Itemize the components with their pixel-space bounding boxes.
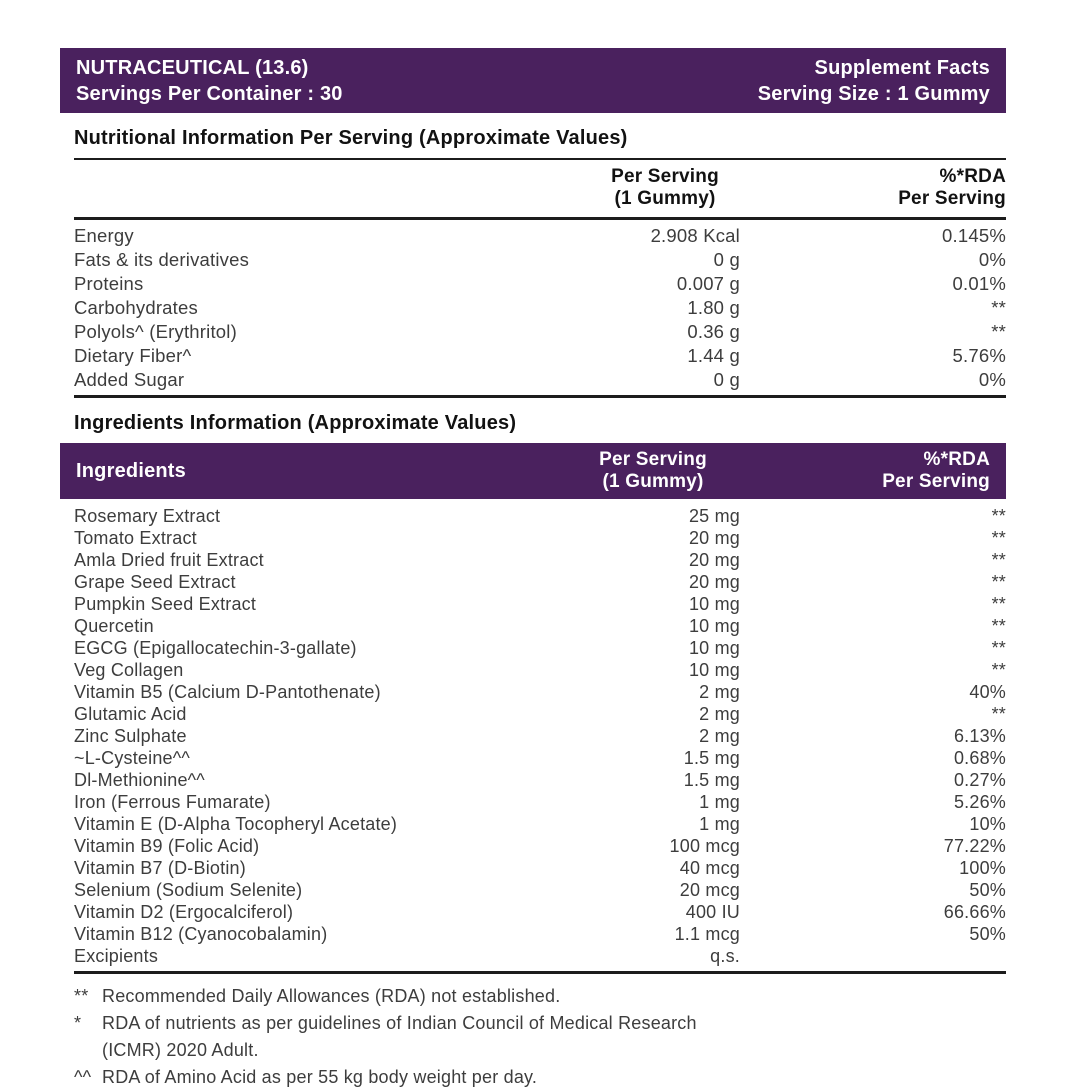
ingredient-rda: 5.26% [953, 792, 1006, 812]
ingredient-amount: 25 mg [688, 506, 740, 526]
ingredient-amount: 20 mg [688, 550, 740, 570]
ingredient-amount: 10 mg [688, 616, 740, 636]
nutrition-table [74, 220, 1006, 395]
footnotes [74, 983, 1006, 1091]
footnote [74, 1010, 1006, 1064]
supplement-facts-label [60, 48, 1006, 1091]
nutrition-table-header [74, 160, 1006, 217]
nutrient-amount: 0.36 g [687, 321, 740, 342]
ingredient-row [74, 769, 1006, 791]
footnote [74, 983, 1006, 1010]
ingredient-name: Excipients [74, 946, 159, 966]
ingredient-rda: ** [991, 638, 1006, 658]
nutrient-rda: 0.145% [942, 225, 1006, 246]
ingredient-rda: ** [991, 572, 1006, 592]
ingredient-amount: 20 mcg [679, 880, 740, 900]
ingredients-header-per-serving [578, 449, 728, 493]
ingredient-amount: 2 mg [699, 726, 740, 746]
ingredient-row [74, 813, 1006, 835]
ingredient-name: Quercetin [74, 616, 154, 636]
ingredient-amount: 1 mg [699, 792, 740, 812]
ingredients-column-label: Ingredients [76, 459, 186, 482]
ingredient-name: Veg Collagen [74, 660, 184, 680]
per-serving-line2: (1 Gummy) [602, 471, 704, 492]
serving-size: Serving Size : 1 Gummy [757, 82, 990, 105]
nutrient-amount: 1.80 g [687, 297, 740, 318]
divider [74, 395, 1006, 398]
footnote-text: RDA of Amino Acid as per 55 kg body weight per day. [102, 1067, 538, 1087]
ingredient-name: Tomato Extract [74, 528, 197, 548]
nutrient-name: Polyols^ (Erythritol) [74, 321, 237, 342]
footnote [74, 1064, 1006, 1091]
ingredient-rda [740, 945, 1006, 967]
ingredient-amount: 1 mg [699, 814, 740, 834]
ingredient-amount: 20 mg [688, 528, 740, 548]
ingredients-header-rda [728, 449, 990, 493]
ingredient-amount: 10 mg [688, 660, 740, 680]
ingredient-row [74, 945, 1006, 967]
nutrient-name: Proteins [74, 273, 144, 294]
ingredient-amount: 1.5 mg [683, 748, 740, 768]
ingredient-amount: 400 IU [685, 902, 740, 922]
ingredients-header-bar [60, 443, 1006, 499]
ingredient-name: Pumpkin Seed Extract [74, 594, 257, 614]
nutrient-name: Dietary Fiber^ [74, 345, 192, 366]
supplement-facts-title: Supplement Facts [814, 56, 990, 79]
ingredient-rda: ** [991, 660, 1006, 680]
footnote-marker: ^^ [74, 1067, 92, 1087]
ingredient-name: ~L-Cysteine^^ [74, 748, 191, 768]
ingredient-amount: 40 mcg [679, 858, 740, 878]
ingredient-rda: ** [991, 506, 1006, 526]
ingredient-row [74, 703, 1006, 725]
ingredients-section-title: Ingredients Information (Approximate Values) [74, 412, 517, 434]
nutrient-amount: 2.908 Kcal [650, 225, 740, 246]
ingredient-name: Vitamin D2 (Ergocalciferol) [74, 902, 294, 922]
nutrition-header-per-serving [590, 166, 740, 210]
ingredient-rda: 50% [969, 924, 1006, 944]
nutrient-name: Added Sugar [74, 369, 185, 390]
footnote-text: RDA of nutrients as per guidelines of Indian Council of Medical Research (ICMR) 2020 Adult. [102, 1013, 697, 1060]
ingredient-name: Selenium (Sodium Selenite) [74, 880, 303, 900]
nutrient-amount: 0 g [713, 249, 740, 270]
ingredient-name: Vitamin E (D-Alpha Tocopheryl Acetate) [74, 814, 398, 834]
ingredient-amount: 1.5 mg [683, 770, 740, 790]
per-serving-line2: (1 Gummy) [614, 188, 716, 209]
nutrition-row [74, 272, 1006, 296]
ingredient-rda: ** [991, 704, 1006, 724]
rda-line1: %*RDA [939, 166, 1006, 187]
ingredient-row [74, 593, 1006, 615]
ingredient-row [74, 923, 1006, 945]
label-header-bar [60, 48, 1006, 113]
nutrition-row [74, 344, 1006, 368]
ingredient-rda: ** [991, 550, 1006, 570]
ingredient-rda: 10% [969, 814, 1006, 834]
nutrient-rda: 0% [978, 249, 1006, 270]
ingredient-name: Vitamin B5 (Calcium D-Pantothenate) [74, 682, 381, 702]
ingredient-row [74, 637, 1006, 659]
ingredient-row [74, 571, 1006, 593]
rda-line2: Per Serving [898, 188, 1006, 209]
ingredient-name: Vitamin B12 (Cyanocobalamin) [74, 924, 328, 944]
ingredient-rda: 6.13% [953, 726, 1006, 746]
nutrient-name: Carbohydrates [74, 297, 198, 318]
ingredient-row [74, 659, 1006, 681]
ingredient-row [74, 747, 1006, 769]
nutrition-row [74, 296, 1006, 320]
nutrient-rda: 0% [978, 369, 1006, 390]
ingredient-row [74, 615, 1006, 637]
ingredient-row [74, 791, 1006, 813]
ingredient-row [74, 879, 1006, 901]
ingredient-rda: ** [991, 594, 1006, 614]
ingredient-amount: q.s. [710, 946, 740, 966]
rda-line1: %*RDA [923, 449, 990, 470]
footnote-marker: ** [74, 986, 89, 1006]
ingredient-rda: 50% [969, 880, 1006, 900]
ingredient-rda: 77.22% [943, 836, 1006, 856]
footnote-text: Recommended Daily Allowances (RDA) not established. [102, 986, 561, 1006]
ingredient-amount: 20 mg [688, 572, 740, 592]
ingredient-name: Glutamic Acid [74, 704, 187, 724]
ingredient-name: EGCG (Epigallocatechin-3-gallate) [74, 638, 357, 658]
nutrition-section-title: Nutritional Information Per Serving (Approximate Values) [74, 127, 628, 149]
nutrition-row [74, 368, 1006, 392]
per-serving-line1: Per Serving [599, 449, 707, 470]
rda-line2: Per Serving [882, 471, 990, 492]
header-left-block [76, 55, 343, 107]
nutrition-header-rda [740, 166, 1006, 210]
ingredient-amount: 2 mg [699, 682, 740, 702]
ingredient-row [74, 549, 1006, 571]
ingredient-rda: ** [991, 616, 1006, 636]
nutrient-name: Fats & its derivatives [74, 249, 250, 270]
nutrient-rda: ** [991, 297, 1006, 318]
nutrient-amount: 0.007 g [676, 273, 740, 294]
nutrient-name: Energy [74, 225, 134, 246]
ingredients-table [74, 499, 1006, 971]
ingredient-amount: 10 mg [688, 638, 740, 658]
ingredient-name: Grape Seed Extract [74, 572, 236, 592]
per-serving-line1: Per Serving [611, 166, 719, 187]
ingredient-rda: 0.68% [953, 748, 1006, 768]
ingredient-name: Rosemary Extract [74, 506, 221, 526]
ingredient-amount: 2 mg [699, 704, 740, 724]
servings-per-container: Servings Per Container : 30 [76, 82, 343, 105]
nutrient-rda: ** [991, 321, 1006, 342]
ingredient-row [74, 505, 1006, 527]
nutrition-row [74, 224, 1006, 248]
nutrient-rda: 5.76% [952, 345, 1006, 366]
nutrition-row [74, 320, 1006, 344]
ingredient-name: Vitamin B9 (Folic Acid) [74, 836, 260, 856]
product-title: NUTRACEUTICAL (13.6) [76, 56, 309, 79]
ingredient-rda: 0.27% [953, 770, 1006, 790]
ingredient-row [74, 857, 1006, 879]
ingredient-rda: 100% [959, 858, 1006, 878]
header-right-block [758, 55, 990, 107]
ingredient-name: Vitamin B7 (D-Biotin) [74, 858, 246, 878]
ingredient-amount: 1.1 mcg [674, 924, 740, 944]
ingredient-rda: ** [991, 528, 1006, 548]
nutrient-amount: 0 g [713, 369, 740, 390]
ingredient-rda: 40% [969, 682, 1006, 702]
ingredient-amount: 100 mcg [669, 836, 740, 856]
footnote-marker: * [74, 1013, 82, 1033]
nutrition-header-spacer [74, 166, 590, 210]
ingredient-name: Iron (Ferrous Fumarate) [74, 792, 271, 812]
nutrient-amount: 1.44 g [687, 345, 740, 366]
ingredient-row [74, 681, 1006, 703]
ingredient-row [74, 835, 1006, 857]
ingredient-row [74, 901, 1006, 923]
ingredient-row [74, 527, 1006, 549]
ingredient-amount: 10 mg [688, 594, 740, 614]
divider [74, 971, 1006, 974]
ingredient-name: Amla Dried fruit Extract [74, 550, 264, 570]
nutrient-rda: 0.01% [952, 273, 1006, 294]
ingredient-name: Zinc Sulphate [74, 726, 187, 746]
ingredient-row [74, 725, 1006, 747]
ingredient-rda: 66.66% [943, 902, 1006, 922]
ingredient-name: Dl-Methionine^^ [74, 770, 205, 790]
nutrition-row [74, 248, 1006, 272]
